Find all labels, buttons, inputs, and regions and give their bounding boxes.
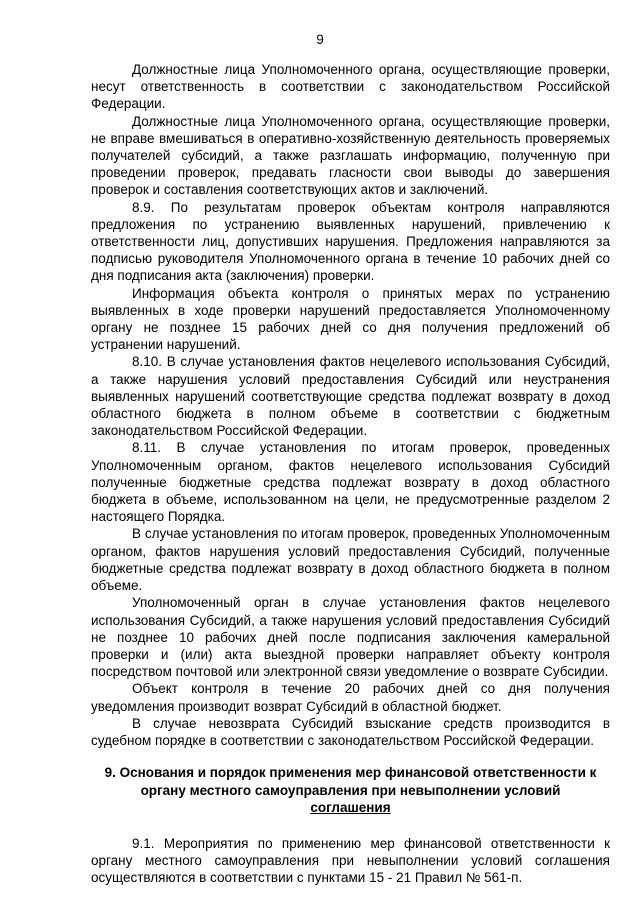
- section-heading: [91, 764, 610, 817]
- paragraph-8-10: 8.10. В случае установления фактов нецелевого использования Субсидий, а также нарушения условий предоставления Субсидий или неустранения выявленных нарушений соответствующие средства подлежат возврату в доход областного бюджета в полном объеме в соответствии с бюджетным законодательством Российской Федерации.: [91, 354, 610, 439]
- paragraph: Объект контроля в течение 20 рабочих дней со дня получения уведомления производит возврат Субсидий в областной бюджет.: [91, 681, 610, 714]
- paragraph: Должностные лица Уполномоченного органа, осуществляющие проверки, не вправе вмешиваться в оперативно-хозяйственную деятельность проверяемых получателей субсидий, а также разглашать информацию, полученную при проведении проверок, предавать гласности свои выводы до завершения проверок и составления соответствующих актов и заключений.: [91, 113, 610, 198]
- paragraph: В случае невозврата Субсидий взыскание средств производится в судебном порядке в соответствии с законодательством Российской Федерации.: [91, 715, 610, 748]
- paragraph: Информация объекта контроля о принятых мерах по устранению выявленных в ходе проверки нарушений предоставляется Уполномоченному органу не позднее 15 рабочих дней со дня получения предложений об устранении нарушений.: [91, 285, 610, 353]
- paragraph: Уполномоченный орган в случае установления фактов нецелевого использования Субсидий, а также нарушения условий предоставления Субсидий не позднее 10 рабочих дней после подписания заключения камеральной проверки и (или) акта выездной проверки направляет объекту контроля посредством почтовой или электронной связи уведомление о возврате Субсидии.: [91, 595, 610, 680]
- paragraph-9-1: 9.1. Мероприятия по применению мер финансовой ответственности к органу местного самоуправления при невыполнении условий соглашения осуществляются в соответствии с пунктами 15 - 21 Правил № 561-п.: [91, 835, 610, 886]
- section-heading-text: 9. Основания и порядок применения мер финансовой ответственности к органу местного самоуправления при невыполнении условий: [104, 765, 597, 798]
- document-body: [91, 61, 610, 886]
- paragraph-8-9: 8.9. По результатам проверок объектам контроля направляются предложения по устранению выявленных нарушений, привлечению к ответственности лиц, допустивших нарушения. Предложения направляются за подписью руководителя Уполномоченного органа в течение 10 рабочих дней со дня подписания акта (заключения) проверки.: [91, 199, 610, 284]
- page-number: 9: [316, 32, 324, 47]
- paragraph-8-11: 8.11. В случае установления по итогам проверок, проведенных Уполномоченным органом, фактов нецелевого использования Субсидий полученные бюджетные средства подлежат возврату в доход областного бюджета в объеме, использованном на цели, не предусмотренные разделом 2 настоящего Порядка.: [91, 440, 610, 525]
- section-heading-last-word: соглашения: [310, 800, 391, 816]
- paragraph: Должностные лица Уполномоченного органа, осуществляющие проверки, несут ответственность в соответствии с законодательством Российской Федерации.: [91, 62, 610, 112]
- paragraph: В случае установления по итогам проверок, проведенных Уполномоченным органом, фактов нарушения условий предоставления Субсидий, полученные бюджетные средства подлежат возврату в доход областного бюджета в полном объеме.: [91, 526, 610, 594]
